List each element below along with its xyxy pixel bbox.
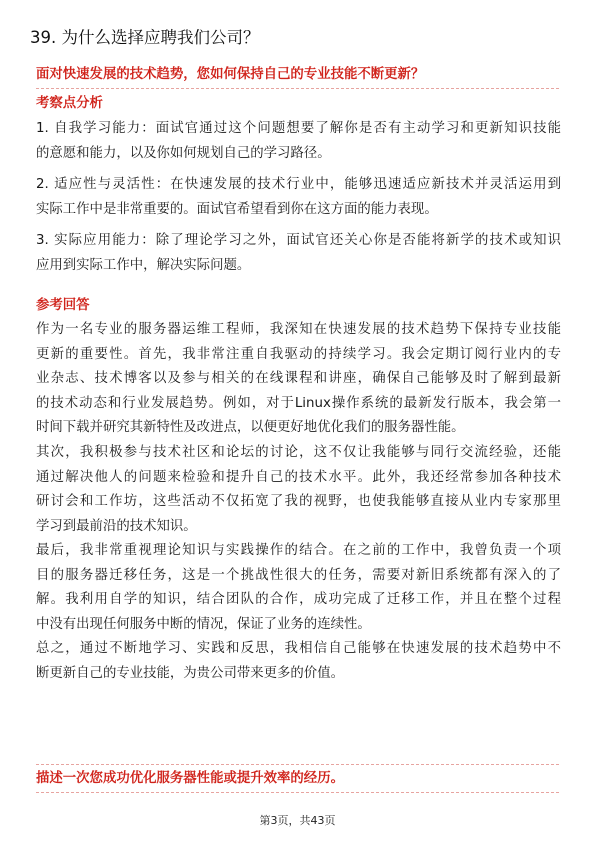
- text-line: 更新的重要性。首先，我非常注重自我驱动的持续学习。我会定期订阅行业内的专: [36, 346, 561, 362]
- divider: [36, 764, 559, 765]
- analysis-label: 考察点分析: [36, 96, 103, 111]
- text-line: 业杂志、技术博客以及参与相关的在线课程和讲座，确保自己能够及时了解到最新: [36, 371, 561, 387]
- text-line: 学习到最前沿的技术知识。: [36, 518, 197, 534]
- page-footer: 第3页，共43页: [259, 814, 336, 827]
- divider: [36, 88, 559, 89]
- question-title: 39. 为什么选择应聘我们公司？: [30, 28, 260, 47]
- text-line: 2. 适应性与灵活性：在快速发展的技术行业中，能够迅速适应新技术并灵活运用到: [36, 177, 561, 192]
- text-line: 1. 自我学习能力：面试官通过这个问题想要了解你是否有主动学习和更新知识技能: [36, 121, 561, 136]
- text-line: 解。我利用自学的知识，结合团队的合作，成功完成了迁移工作，并且在整个过程: [36, 592, 561, 608]
- text-line: 的技术动态和行业发展趋势。例如，对于Linux操作系统的最新发行版本，我会第一: [36, 395, 561, 411]
- divider: [36, 792, 559, 793]
- text-line: 的意愿和能力，以及你如何规划自己的学习路径。: [36, 145, 331, 161]
- answer-paragraph: [36, 318, 561, 441]
- analysis-item: [36, 117, 561, 166]
- text-line: 应用到实际工作中，解决实际问题。: [36, 257, 251, 273]
- text-line: 实际工作中是非常重要的。面试官希望看到你在这方面的能力表现。: [36, 201, 438, 217]
- analysis-item: [36, 173, 561, 222]
- answer-label: 参考回答: [36, 298, 90, 313]
- analysis-item: [36, 229, 561, 278]
- text-line: 目的服务器迁移任务，这是一个挑战性很大的任务，需要对新旧系统都有深入的了: [36, 567, 561, 583]
- text-line: 其次，我积极参与技术社区和论坛的讨论，这不仅让我能够与同行交流经验，还能: [36, 445, 561, 460]
- answer-paragraph: [36, 539, 561, 637]
- text-line: 时间下载并研究其新特性及改进点，以便更好地优化我们的服务器性能。: [36, 420, 465, 436]
- sub-question: 面对快速发展的技术趋势，您如何保持自己的专业技能不断更新？: [36, 67, 425, 82]
- answer-paragraph: [36, 441, 561, 539]
- text-line: 研讨会和工作坊，这些活动不仅拓宽了我的视野，也使我能够直接从业内专家那里: [36, 494, 561, 510]
- text-line: 总之，通过不断地学习、实践和反思，我相信自己能够在快速发展的技术趋势中不: [36, 641, 561, 656]
- text-line: 最后，我非常重视理论知识与实践操作的结合。在之前的工作中，我曾负责一个项: [36, 543, 561, 558]
- next-question: 描述一次您成功优化服务器性能或提升效率的经历。: [36, 771, 344, 786]
- text-line: 作为一名专业的服务器运维工程师，我深知在快速发展的技术趋势下保持专业技能: [36, 322, 561, 337]
- answer-paragraph: [36, 637, 561, 686]
- text-line: 3. 实际应用能力：除了理论学习之外，面试官还关心你是否能将新学的技术或知识: [36, 233, 561, 248]
- text-line: 通过解决他人的问题来检验和提升自己的技术水平。此外，我还经常参加各种技术: [36, 469, 561, 485]
- text-line: 中没有出现任何服务中断的情况，保证了业务的连续性。: [36, 616, 371, 632]
- text-line: 断更新自己的专业技能，为贵公司带来更多的价值。: [36, 665, 344, 681]
